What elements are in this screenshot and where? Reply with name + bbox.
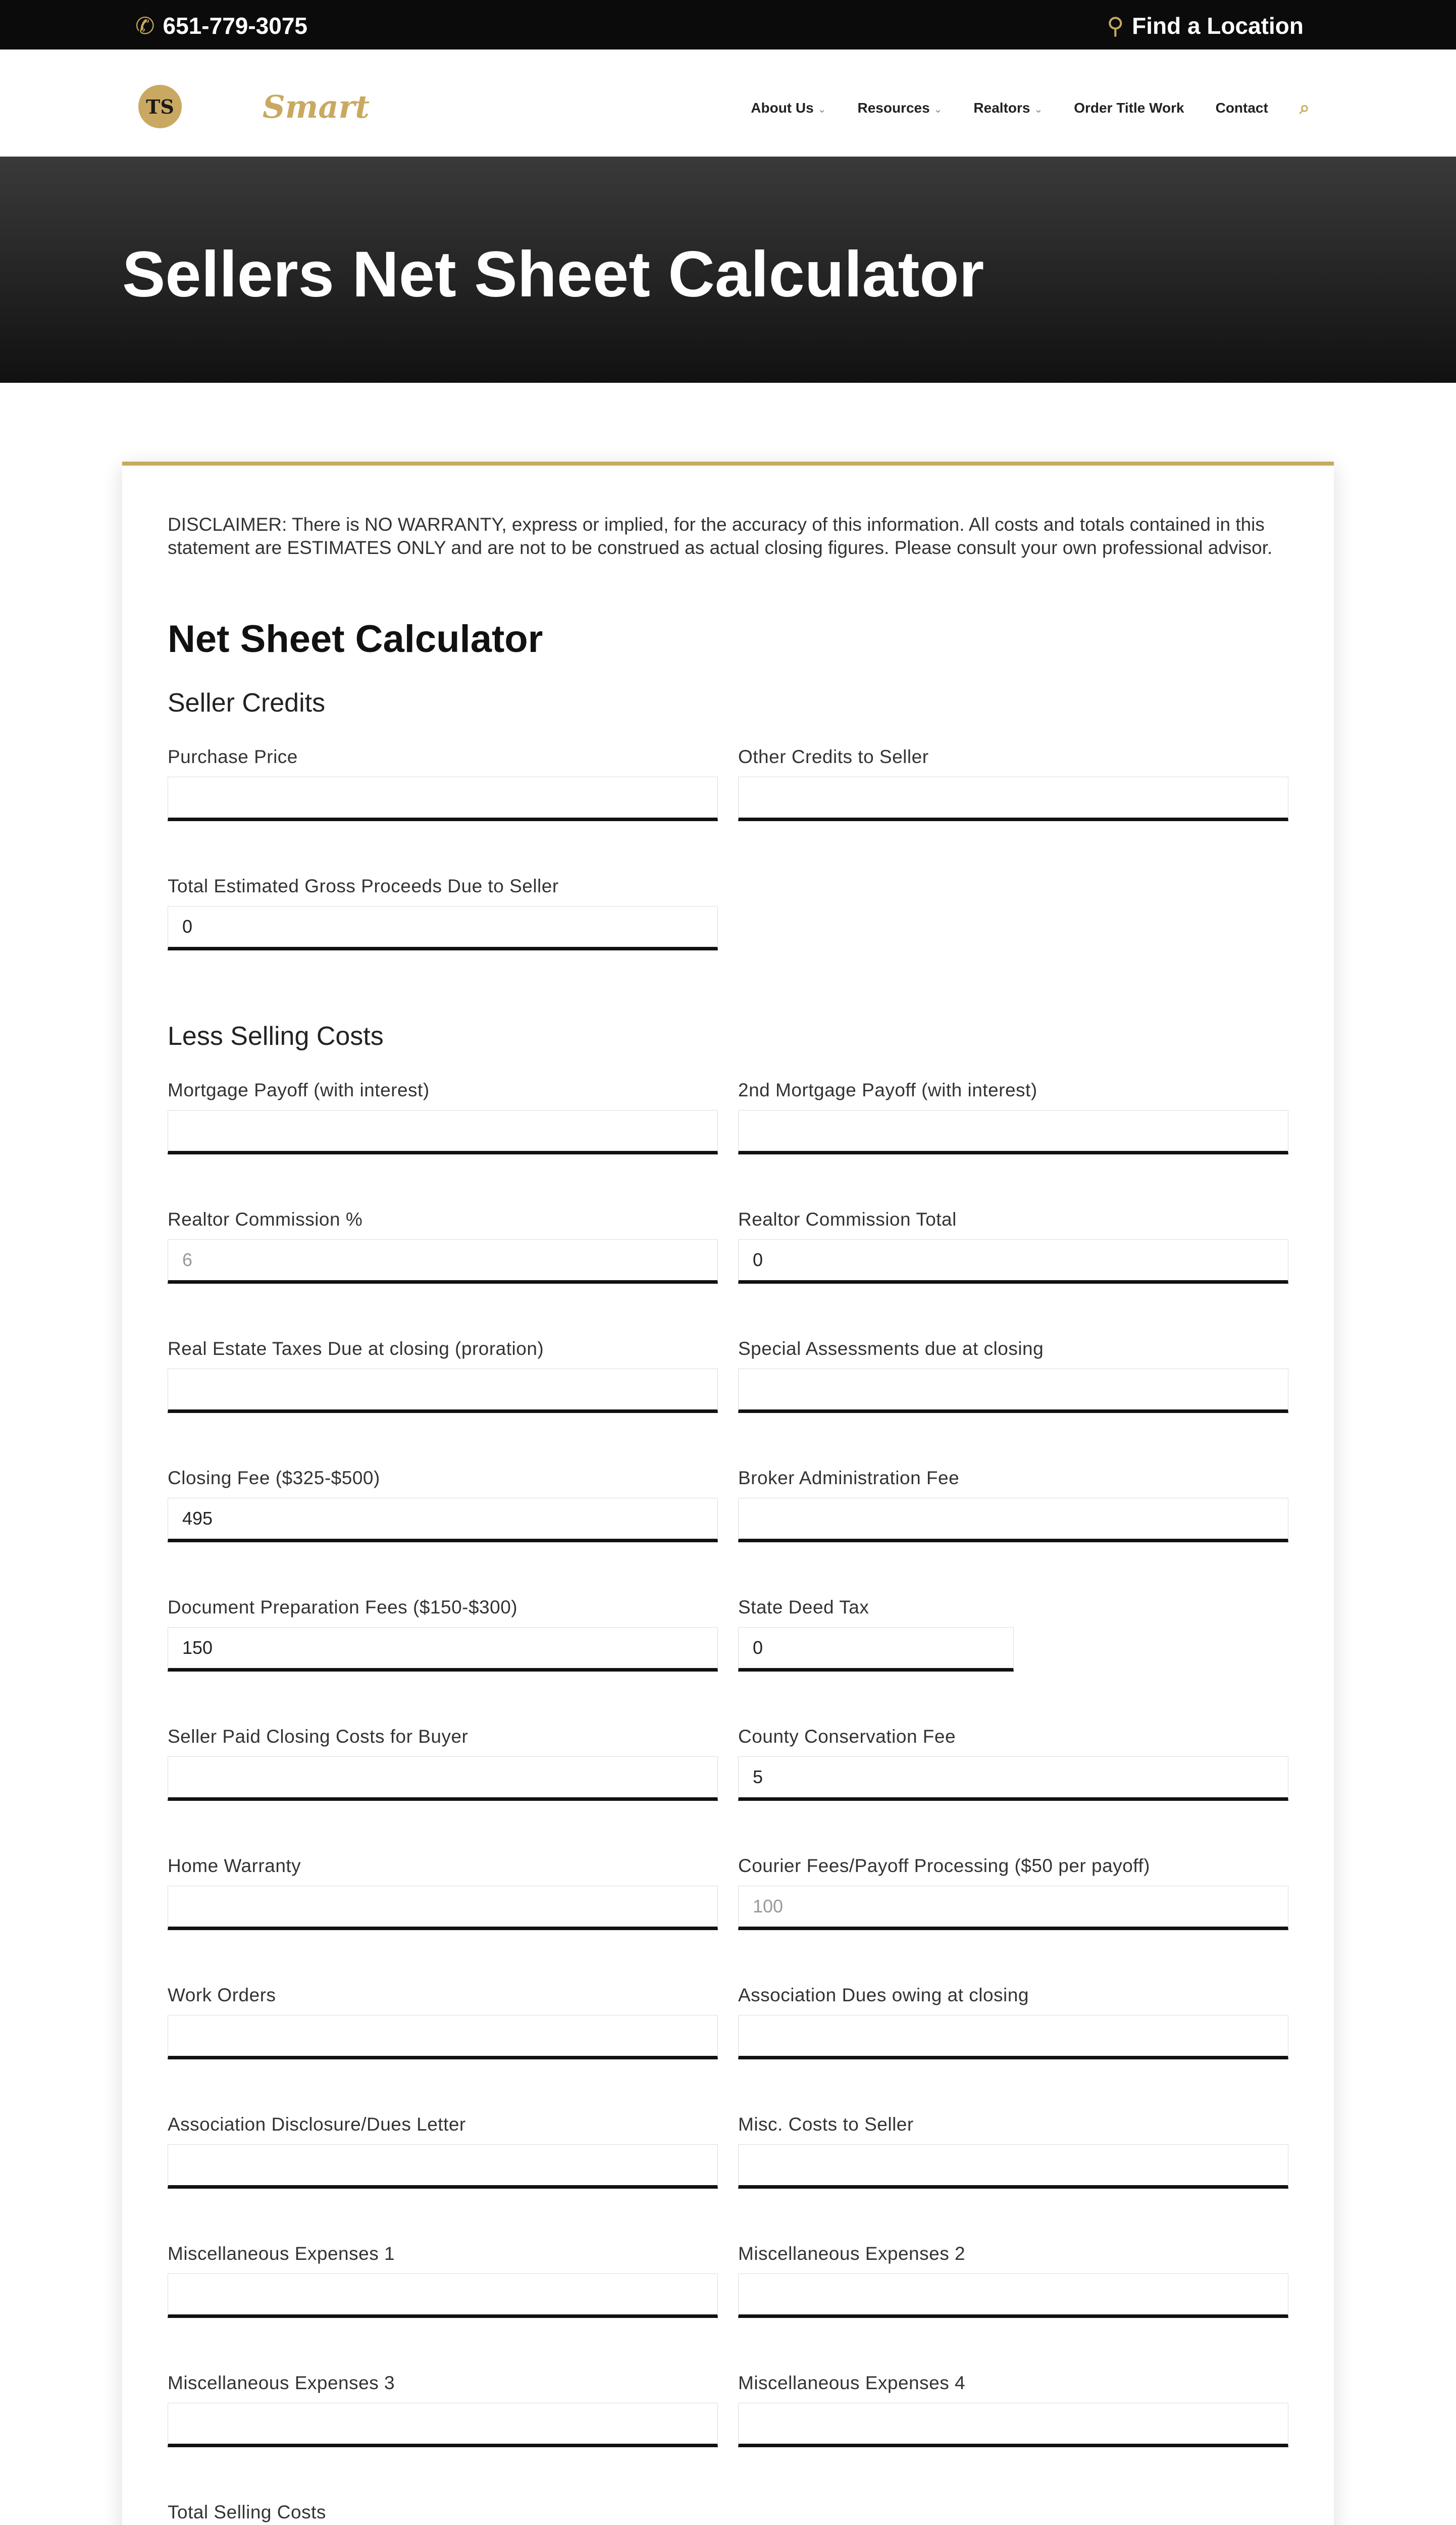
field-label: Closing Fee ($325-$500) (168, 1468, 380, 1488)
home-warranty-input[interactable] (168, 1886, 718, 1930)
mortgage2-payoff-field (738, 1080, 1288, 1154)
field-label: Realtor Commission Total (738, 1209, 957, 1230)
misc-expenses-1-field (168, 2243, 718, 2318)
closing-fee-input[interactable] (168, 1498, 718, 1542)
page-hero (0, 157, 1456, 383)
nav-item-about-us[interactable] (751, 100, 826, 116)
field-label: Misc. Costs to Seller (738, 2114, 914, 2135)
field-label: Special Assessments due at closing (738, 1338, 1044, 1359)
misc-expenses-2-input[interactable] (738, 2274, 1288, 2318)
phone-icon: ✆ (135, 13, 155, 39)
calculator-heading: Net Sheet Calculator (168, 618, 543, 661)
nav-item-resources[interactable] (857, 100, 942, 116)
realtor-pct-field (168, 1209, 718, 1284)
work-orders-input[interactable] (168, 2015, 718, 2059)
nav-label: Contact (1215, 99, 1268, 116)
seller-paid-costs-input[interactable] (168, 1756, 718, 1801)
misc-costs-input[interactable] (738, 2144, 1288, 2189)
page-title: Sellers Net Sheet Calculator (122, 238, 984, 311)
doc-prep-input[interactable] (168, 1627, 718, 1672)
field-label: Purchase Price (168, 746, 298, 767)
broker-admin-input[interactable] (738, 1498, 1288, 1542)
nav-label: Realtors (973, 99, 1030, 116)
home-warranty-field (168, 1855, 718, 1930)
courier-fees-input[interactable] (738, 1886, 1288, 1930)
topbar-phone-link[interactable] (135, 12, 307, 39)
re-taxes-field (168, 1338, 718, 1413)
special-assessments-field (738, 1338, 1288, 1413)
disclaimer-text: DISCLAIMER: There is NO WARRANTY, express or implied, for the accuracy of this information. All costs and totals contained in this statement are ESTIMATES ONLY and are not to be construed as actual closing figures. Please consult your own professional advisor. (168, 514, 1273, 558)
field-label: Miscellaneous Expenses 3 (168, 2372, 395, 2393)
state-deed-tax-input[interactable] (738, 1627, 1014, 1672)
chevron-down-icon: ⌄ (933, 104, 943, 115)
state-deed-tax-field (738, 1597, 1014, 1672)
field-label: Courier Fees/Payoff Processing ($50 per payoff) (738, 1855, 1150, 1876)
chevron-down-icon: ⌄ (817, 104, 826, 115)
mortgage-payoff-input[interactable] (168, 1110, 718, 1154)
association-dues-field (738, 1985, 1288, 2059)
topbar-location-label: Find a Location (1132, 13, 1304, 39)
county-conservation-input[interactable] (738, 1756, 1288, 1801)
field-label: Seller Paid Closing Costs for Buyer (168, 1726, 469, 1747)
nav-label: Resources (857, 99, 930, 116)
field-label: Real Estate Taxes Due at closing (proration) (168, 1338, 544, 1359)
nav-label: Order Title Work (1074, 99, 1184, 116)
realtor-total-input[interactable] (738, 1239, 1288, 1284)
calculator-card (122, 462, 1334, 2525)
main-nav (751, 97, 1310, 119)
misc-expenses-4-input[interactable] (738, 2403, 1288, 2447)
other-credits-input[interactable] (738, 777, 1288, 821)
nav-item-realtors[interactable] (973, 100, 1043, 116)
re-taxes-input[interactable] (168, 1369, 718, 1413)
field-label: Total Selling Costs (168, 2502, 326, 2522)
search-icon[interactable]: ⌕ (1299, 97, 1310, 118)
purchase-price-input[interactable] (168, 777, 718, 821)
other-credits-field (738, 746, 1288, 821)
field-label: Home Warranty (168, 1855, 301, 1876)
field-label: Work Orders (168, 1985, 276, 2005)
mortgage-payoff-field (168, 1080, 718, 1154)
nav-label: About Us (751, 99, 814, 116)
realtor-pct-input[interactable] (168, 1239, 718, 1284)
association-disclosure-input[interactable] (168, 2144, 718, 2189)
courier-fees-field (738, 1855, 1288, 1930)
field-label: Broker Administration Fee (738, 1468, 960, 1488)
field-label: Miscellaneous Expenses 4 (738, 2372, 966, 2393)
doc-prep-field (168, 1597, 718, 1672)
site-header (0, 49, 1456, 157)
field-label: County Conservation Fee (738, 1726, 956, 1747)
realtor-total-field (738, 1209, 1288, 1284)
topbar-location-link[interactable] (1107, 12, 1304, 39)
field-label: State Deed Tax (738, 1597, 869, 1618)
misc-expenses-1-input[interactable] (168, 2274, 718, 2318)
logo-badge: TS (138, 85, 182, 128)
association-disclosure-field (168, 2114, 718, 2189)
mortgage2-payoff-input[interactable] (738, 1110, 1288, 1154)
purchase-price-field (168, 746, 718, 821)
map-pin-icon: ⚲ (1107, 13, 1124, 39)
field-label: Miscellaneous Expenses 2 (738, 2243, 966, 2264)
misc-costs-field (738, 2114, 1288, 2189)
field-label: 2nd Mortgage Payoff (with interest) (738, 1080, 1037, 1100)
seller-paid-costs-field (168, 1726, 718, 1801)
field-label: Mortgage Payoff (with interest) (168, 1080, 430, 1100)
field-label: Total Estimated Gross Proceeds Due to Seller (168, 876, 559, 896)
nav-item-order-title-work[interactable] (1074, 100, 1184, 116)
broker-admin-field (738, 1468, 1288, 1542)
nav-item-contact[interactable] (1216, 100, 1268, 116)
field-label: Association Disclosure/Dues Letter (168, 2114, 466, 2135)
closing-fee-field (168, 1468, 718, 1542)
logo-text: Smart (263, 88, 370, 125)
work-orders-field (168, 1985, 718, 2059)
gross-proceeds-field (168, 876, 718, 950)
top-bar (0, 0, 1456, 49)
total-selling-costs-field (168, 2502, 718, 2525)
association-dues-input[interactable] (738, 2015, 1288, 2059)
misc-expenses-3-field (168, 2372, 718, 2447)
field-label: Document Preparation Fees ($150-$300) (168, 1597, 518, 1618)
county-conservation-field (738, 1726, 1288, 1801)
field-label: Other Credits to Seller (738, 746, 929, 767)
field-label: Association Dues owing at closing (738, 1985, 1029, 2005)
chevron-down-icon: ⌄ (1034, 104, 1043, 115)
section-less-selling-costs: Less Selling Costs (168, 1022, 384, 1051)
topbar-phone-number: 651-779-3075 (163, 13, 308, 39)
field-label: Miscellaneous Expenses 1 (168, 2243, 395, 2264)
misc-expenses-3-input[interactable] (168, 2403, 718, 2447)
gross-proceeds-input[interactable] (168, 906, 718, 950)
section-seller-credits: Seller Credits (168, 688, 326, 718)
misc-expenses-2-field (738, 2243, 1288, 2318)
site-logo[interactable] (138, 85, 370, 128)
misc-expenses-4-field (738, 2372, 1288, 2447)
field-label: Realtor Commission % (168, 1209, 363, 1230)
special-assessments-input[interactable] (738, 1369, 1288, 1413)
